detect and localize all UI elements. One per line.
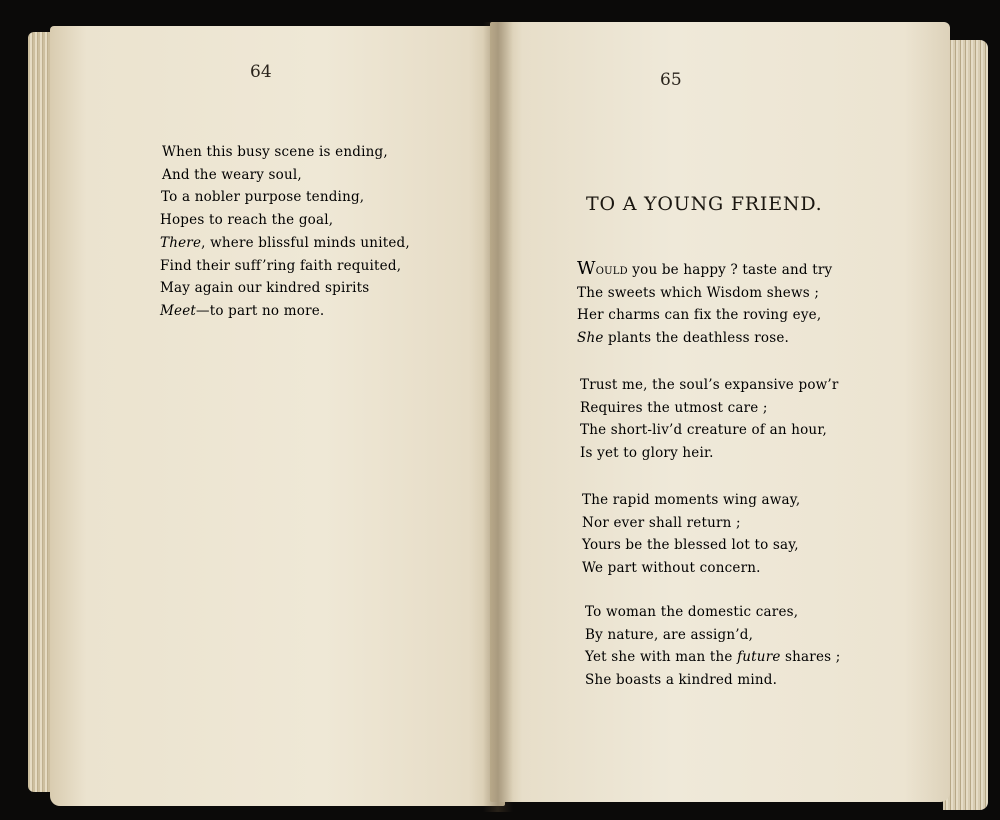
poem-line: We part without concern. [582, 560, 761, 577]
first-line-rest: you be happy ? taste and try [627, 262, 833, 278]
poem-line-first [577, 258, 832, 282]
italic-word: There [160, 234, 202, 251]
poem-line: When this busy scene is ending, [162, 144, 388, 160]
poem-line: Yours be the blessed lot to say, [582, 537, 799, 554]
poem-stanza-2 [580, 374, 839, 465]
poem-line: May again our kindred spirits [160, 280, 370, 297]
poem-line: Her charms can fix the roving eye, [577, 307, 822, 324]
poem-line: The rapid moments wing away, [582, 492, 801, 508]
poem-line: To a nobler purpose tending, [161, 189, 365, 206]
page-number-right: 65 [660, 70, 682, 90]
poem-line: She boasts a kindred mind. [585, 672, 778, 689]
book-gutter [483, 22, 513, 812]
italic-word: Meet [160, 302, 197, 319]
poem-line: Requires the utmost care ; [580, 399, 768, 416]
drop-cap: W [577, 258, 596, 279]
poem-line: Find their suff’ring faith requited, [160, 257, 402, 274]
small-caps-word: ould [595, 262, 628, 278]
poem-line: Yet she with man the future shares ; [585, 649, 841, 666]
poem-line: Nor ever shall return ; [582, 514, 741, 531]
poem-line: To woman the domestic cares, [585, 604, 799, 620]
poem-line: Meet—to part no more. [160, 302, 325, 319]
poem-stanza-left [160, 141, 410, 323]
poem-line: And the weary soul, [162, 166, 302, 183]
poem-line: Trust me, the soul’s expansive pow’r [580, 377, 839, 393]
poem-line: There, where blissful minds united, [160, 234, 410, 251]
poem-line: She plants the deathless rose. [577, 330, 790, 347]
poem-stanza-3 [582, 489, 800, 580]
poem-line: The short-liv’d creature of an hour, [580, 422, 827, 439]
poem-stanza-1 [577, 258, 832, 350]
poem-title: TO A YOUNG FRIEND. [586, 193, 823, 215]
page-number-left: 64 [250, 62, 272, 82]
poem-stanza-4 [585, 601, 841, 692]
italic-word: future [737, 649, 781, 666]
poem-line: The sweets which Wisdom shews ; [577, 284, 820, 301]
poem-line: Is yet to glory heir. [580, 445, 714, 462]
poem-line: By nature, are assign’d, [585, 626, 754, 643]
poem-line: Hopes to reach the goal, [160, 212, 334, 229]
italic-word: She [577, 330, 604, 347]
